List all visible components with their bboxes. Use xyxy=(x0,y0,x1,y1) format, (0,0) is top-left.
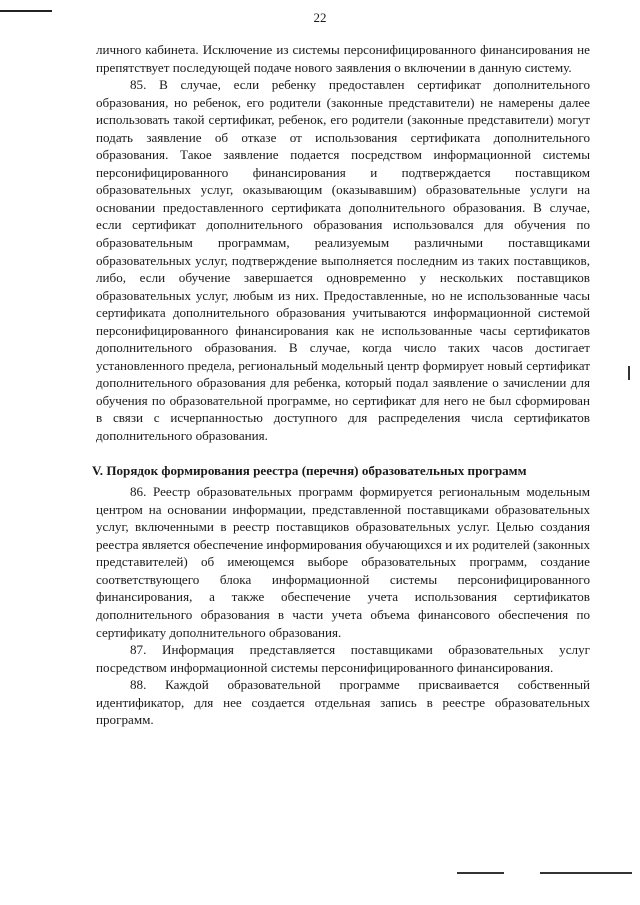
bottom-rule xyxy=(457,872,504,874)
paragraph-85: 85. В случае, если ребенку предоставлен сертификат дополнительного образования, но ребенок, его родители (законные представители) не намерены далее использовать такой сертификат, ребенок, его родители (законные представители) могут подать заявление об отказе от использования сертификата дополнительного образования. Такое заявление подается посредством информационной системы персонифицированного финансирования и подтверждается поставщиком образовательных услуг, оказывающим (оказывавшим) образовательные услуги на основании предоставленного сертификата дополнительного образования. В случае, если сертификат дополнительного образования использовался для обучения по образовательным программам, реализуемым различными поставщиками образовательных услуг, подтверждение выполняется последним из таких поставщиков, либо, если обучение завершается одновременно у нескольких поставщиков образовательных услуг, любым из них. Предоставленные, но не использованные часы сертификата дополнительного образования учитываются информационной системой персонифицированного финансирования как не использованные часы сертификатов дополнительного образования. В случае, когда число таких часов достигает установленного предела, региональный модельный центр формирует новый сертификат дополнительного образования для ребенка, который подал заявление о зачислении для обучения по образовательной программе, но сертификат для него не был сформирован в связи с исчерпанностью доступного для распределения числа сертификатов дополнительного образования. xyxy=(96,77,590,444)
margin-mark xyxy=(628,366,630,380)
paragraph-continuation: личного кабинета. Исключение из системы персонифицированного финансирования не препятствует последующей подаче нового заявления о включении в данную систему. xyxy=(96,42,590,75)
paragraph-87: 87. Информация представляется поставщиками образовательных услуг посредством информационной системы персонифицированного финансирования. xyxy=(96,642,590,675)
document-body xyxy=(92,41,590,729)
paragraph-88: 88. Каждой образовательной программе присваивается собственный идентификатор, для нее создается отдельная запись в реестре образовательных программ. xyxy=(96,677,590,728)
page-number: 22 xyxy=(313,10,327,25)
section-heading: V. Порядок формирования реестра (перечня) образовательных программ xyxy=(92,462,527,478)
bottom-rule xyxy=(540,872,632,874)
paragraph-86: 86. Реестр образовательных программ формируется региональным модельным центром на основании информации, представленной поставщиками образовательных услуг, включенными в реестр поставщиков образовательных услуг. Целью создания реестра является обеспечение информирования обучающихся и их родителей (законных представителей) об имеющемся выборе образовательных программ, создание соответствующего блока информационной системы персонифицированного финансирования, а также обеспечение учета использования сертификатов дополнительного образования в части учета объема финансового обеспечения по сертификату дополнительного образования. xyxy=(96,484,590,640)
